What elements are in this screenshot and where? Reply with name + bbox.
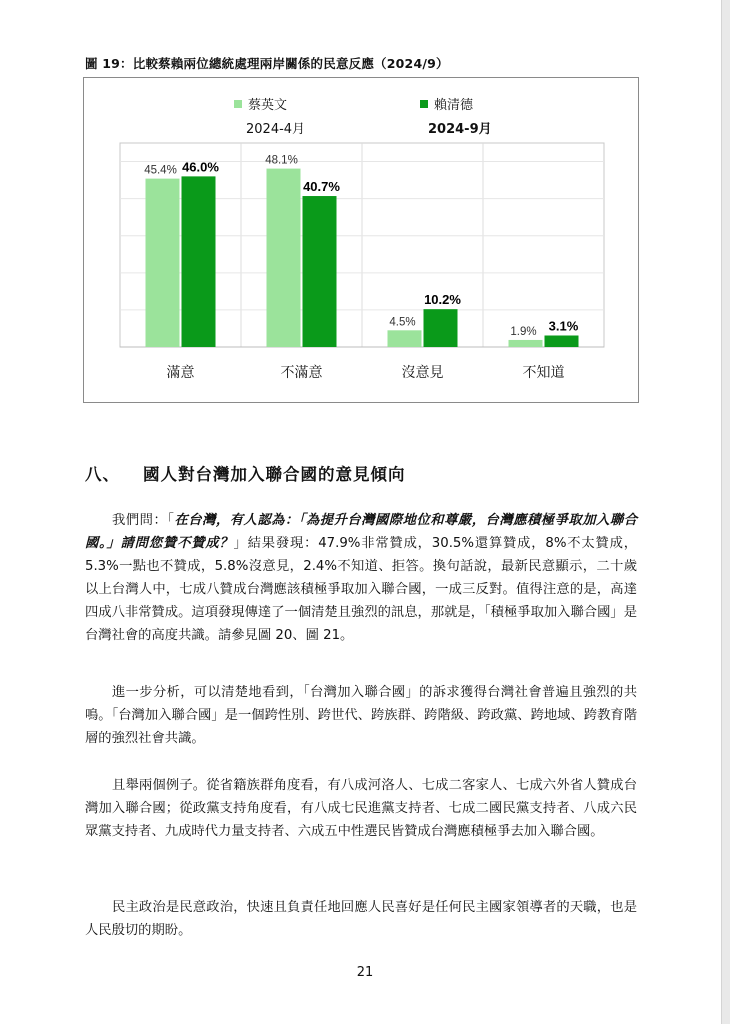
bar-tsai — [388, 330, 422, 347]
x-tick-label: 滿意 — [166, 365, 195, 381]
bar-tsai — [146, 179, 180, 347]
x-tick-label: 沒意見 — [401, 365, 444, 381]
bar-lai — [424, 309, 458, 347]
paragraph-1-lead: 我們問：「 — [112, 513, 175, 528]
x-tick-label: 不知道 — [522, 365, 565, 381]
bar-lai — [303, 196, 337, 347]
legend-label-lai: 賴清德 — [434, 98, 474, 113]
bar-lai — [545, 336, 579, 347]
data-label-lai: 46.0% — [182, 159, 219, 175]
paragraph-1-body: 」結果發現：47.9%非常贊成，30.5%還算贊成，8%不太贊成，5.3%一點也不贊成，5.8%沒意見，2.4%不知道、拒答。換句話說，最新民意顯示，二十歲以上台灣人中，七成八贊成台灣應該積極爭取加入聯合國，一成三反對。值得注意的是，高達四成八非常贊成。這項發現傳達了一個清楚且強烈的訊息，那就是，「積極爭取加入聯合國」是台灣社會的高度共識。請參見圖 20、圖 21。 — [85, 536, 638, 643]
paragraph-analysis: 進一步分析，可以清楚地看到，「台灣加入聯合國」的訴求獲得台灣社會普遍且強烈的共鳴。「台灣加入聯合國」是一個跨性別、跨世代、跨族群、跨階級、跨政黨、跨地域、跨教育階層的強烈社會共識。 — [85, 685, 637, 746]
paragraph-conclusion: 民主政治是民意政治，快速且負責任地回應人民喜好是任何民主國家領導者的天職，也是人民殷切的期盼。 — [85, 900, 637, 938]
data-label-lai: 10.2% — [424, 292, 461, 308]
paragraph-examples: 且舉兩個例子。從省籍族群角度看，有八成河洛人、七成二客家人、七成六外省人贊成台灣加入聯合國；從政黨支持角度看，有八成七民進黨支持者、七成二國民黨支持者、八成六民眾黨支持者、九成時代力量支持者、六成五中性選民皆贊成台灣應積極爭去加入聯合國。 — [85, 778, 637, 839]
section-title: 國人對台灣加入聯合國的意見傾向 — [143, 465, 406, 484]
bar-lai — [182, 176, 216, 347]
section-number: 八、 — [85, 465, 120, 484]
x-tick-label: 不滿意 — [280, 365, 323, 381]
bar-tsai — [509, 340, 543, 347]
section-heading — [85, 461, 406, 485]
period-label-lai: 2024-9月 — [428, 122, 492, 137]
survey-question: 在台灣，有人認為：「為提升台灣國際地位和尊嚴，台灣應積極爭取加入聯合國。」請問您贊不贊成？ — [85, 513, 637, 551]
bar-chart — [0, 0, 730, 420]
page-number: 21 — [356, 965, 374, 980]
bar-tsai — [267, 169, 301, 347]
paragraph-survey-result — [85, 509, 637, 647]
data-label-lai: 3.1% — [548, 318, 579, 334]
data-label-tsai: 4.5% — [389, 316, 416, 329]
legend-label-tsai: 蔡英文 — [248, 98, 288, 113]
figure-title: 圖 19：比較蔡賴兩位總統處理兩岸關係的民意反應（2024/9） — [85, 56, 449, 71]
data-label-tsai: 1.9% — [510, 325, 537, 338]
period-label-tsai: 2024-4月 — [246, 122, 306, 137]
data-label-lai: 40.7% — [303, 179, 340, 195]
data-label-tsai: 45.4% — [144, 164, 177, 177]
data-label-tsai: 48.1% — [265, 154, 298, 167]
